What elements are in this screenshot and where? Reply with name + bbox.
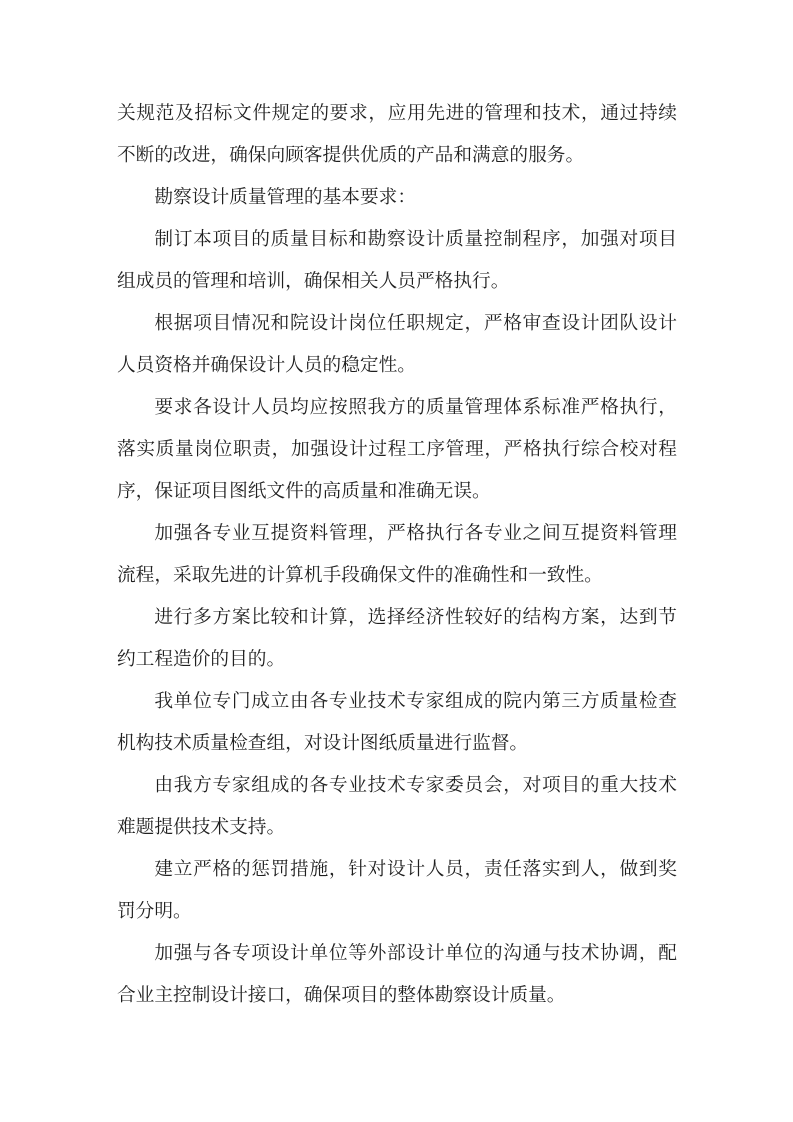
paragraph: 关规范及招标文件规定的要求，应用先进的管理和技术，通过持续不断的改进，确保向顾客提供优质的产品和满意的服务。: [117, 103, 677, 166]
document-body: [117, 93, 677, 1017]
paragraph: 制订本项目的质量目标和勘察设计质量控制程序，加强对项目组成员的管理和培训，确保相关人员严格执行。: [117, 229, 677, 292]
paragraph: 我单位专门成立由各专业技术专家组成的院内第三方质量检查机构技术质量检查组，对设计图纸质量进行监督。: [117, 691, 677, 754]
paragraph: 建立严格的惩罚措施，针对设计人员，责任落实到人，做到奖罚分明。: [117, 859, 677, 922]
paragraph: 加强各专业互提资料管理，严格执行各专业之间互提资料管理流程，采取先进的计算机手段确保文件的准确性和一致性。: [117, 523, 677, 586]
paragraph: 加强与各专项设计单位等外部设计单位的沟通与技术协调，配合业主控制设计接口，确保项目的整体勘察设计质量。: [117, 943, 677, 1006]
paragraph: 要求各设计人员均应按照我方的质量管理体系标准严格执行，落实质量岗位职责，加强设计过程工序管理，严格执行综合校对程序，保证项目图纸文件的高质量和准确无误。: [117, 397, 677, 502]
paragraph: 由我方专家组成的各专业技术专家委员会，对项目的重大技术难题提供技术支持。: [117, 775, 677, 838]
paragraph: 根据项目情况和院设计岗位任职规定，严格审查设计团队设计人员资格并确保设计人员的稳定性。: [117, 313, 677, 376]
paragraph: 勘察设计质量管理的基本要求：: [154, 187, 417, 208]
paragraph: 进行多方案比较和计算，选择经济性较好的结构方案，达到节约工程造价的目的。: [117, 607, 677, 670]
